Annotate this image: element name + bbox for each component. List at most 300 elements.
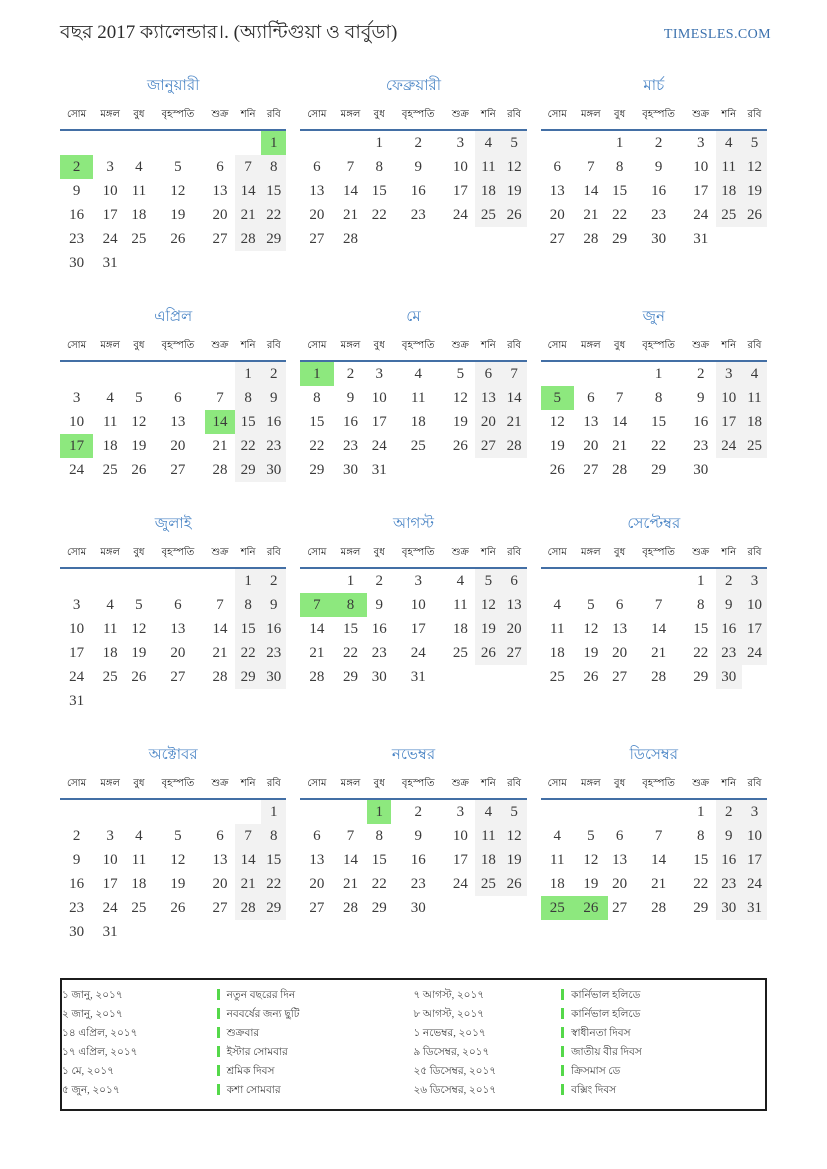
day-cell: 7 — [235, 824, 261, 848]
day-cell: 22 — [261, 872, 286, 896]
day-cell: 20 — [170, 437, 186, 454]
day-cell: 4 — [456, 572, 465, 589]
day-cell: 16 — [342, 413, 358, 430]
empty-cell — [334, 130, 368, 155]
week-row — [60, 179, 286, 203]
day-cell: 11 — [550, 620, 565, 637]
weekday-label: বুধ — [127, 107, 151, 130]
day-cell: 14 — [235, 179, 261, 203]
day-cell: 26 — [742, 203, 767, 227]
day-cell: 17 — [410, 620, 426, 637]
weekday-header-row — [541, 776, 767, 799]
day-cell: 24 — [102, 899, 118, 916]
weekday-label: সোম — [541, 545, 574, 568]
day-cell: 6 — [216, 158, 224, 175]
day-cell: 12 — [742, 155, 767, 179]
day-cell: 8 — [313, 389, 321, 406]
day-cell: 12 — [170, 851, 186, 868]
day-cell: 11 — [102, 413, 118, 430]
empty-cell — [631, 568, 685, 593]
empty-cell — [151, 568, 205, 593]
weekday-header-row — [60, 338, 286, 361]
day-cell: 8 — [235, 386, 261, 410]
day-cell: 27 — [549, 230, 565, 247]
day-cell: 2 — [414, 803, 422, 820]
day-cell: 17 — [452, 182, 468, 199]
day-cell: 18 — [452, 620, 468, 637]
week-row — [300, 410, 526, 434]
legend-date: ৭ আগস্ট, ২০১৭ — [413, 990, 485, 1001]
page-title: বছর 2017 ক্যালেন্ডার।. (অ্যান্টিগুয়া ও বার্বুডা) — [60, 22, 398, 43]
legend-date: ১ মে, ২০১৭ — [62, 1066, 115, 1077]
week-row — [541, 434, 767, 458]
week-row — [541, 410, 767, 434]
weekday-label: বুধ — [127, 338, 151, 361]
day-cell: 6 — [502, 568, 527, 593]
empty-cell — [475, 665, 501, 689]
empty-cell — [300, 568, 333, 593]
day-cell: 30 — [69, 923, 85, 940]
day-cell: 21 — [309, 644, 325, 661]
day-cell: 28 — [212, 461, 228, 478]
empty-cell — [742, 227, 767, 251]
empty-cell — [127, 361, 151, 386]
day-cell: 23 — [261, 641, 286, 665]
day-cell: 3 — [742, 799, 767, 824]
weekday-label: শুক্র — [445, 338, 475, 361]
day-cell: 26 — [131, 461, 147, 478]
day-cell: 5 — [475, 568, 501, 593]
weekday-header-row — [300, 545, 526, 568]
weekday-label: শনি — [716, 545, 742, 568]
day-cell: 19 — [131, 437, 147, 454]
week-row — [60, 227, 286, 251]
weekday-label: শনি — [475, 776, 501, 799]
holiday-marker-icon — [561, 1084, 564, 1095]
day-cell: 5 — [456, 365, 465, 382]
month-block — [60, 305, 286, 482]
day-cell: 6 — [587, 389, 595, 406]
day-cell: 14 — [651, 851, 667, 868]
weekday-label: রবি — [502, 338, 527, 361]
day-cell: 3 — [106, 827, 114, 844]
week-row — [300, 179, 526, 203]
weekday-label: বুধ — [127, 545, 151, 568]
day-cell: 16 — [716, 848, 742, 872]
weekday-header-row — [541, 545, 767, 568]
weekday-label: শুক্র — [686, 545, 716, 568]
day-cell: 14 — [212, 620, 228, 637]
day-cell: 25 — [742, 434, 767, 458]
empty-cell — [261, 689, 286, 713]
empty-cell — [475, 458, 501, 482]
weekday-label: রবি — [502, 776, 527, 799]
day-cell: 4 — [716, 130, 742, 155]
day-cell: 12 — [170, 182, 186, 199]
month-title: এপ্রিল — [154, 309, 193, 325]
day-cell: 9 — [716, 824, 742, 848]
weekday-header-row — [300, 107, 526, 130]
week-row — [300, 155, 526, 179]
weekday-header-row — [60, 545, 286, 568]
day-cell: 23 — [693, 437, 709, 454]
day-cell: 23 — [716, 641, 742, 665]
day-cell: 14 — [612, 413, 628, 430]
day-cell: 21 — [651, 644, 667, 661]
weekday-label: সোম — [541, 338, 574, 361]
day-cell: 8 — [235, 593, 261, 617]
week-row — [300, 872, 526, 896]
day-cell: 30 — [716, 665, 742, 689]
day-cell: 2 — [654, 134, 663, 151]
month-title: আগস্ট — [393, 516, 434, 532]
empty-cell — [93, 799, 127, 824]
day-cell: 1 — [346, 572, 355, 589]
day-cell: 25 — [102, 668, 118, 685]
legend-holiday-name: শ্রমিক দিবস — [217, 1063, 414, 1082]
day-cell: 31 — [742, 896, 767, 920]
day-cell: 1 — [261, 130, 286, 155]
weekday-label: মঙ্গল — [574, 776, 608, 799]
weekday-label: শনি — [475, 545, 501, 568]
day-cell: 31 — [371, 461, 387, 478]
day-cell: 22 — [612, 206, 628, 223]
day-cell: 20 — [475, 410, 501, 434]
holiday-marker-icon — [561, 1027, 564, 1038]
empty-cell — [93, 568, 127, 593]
day-cell: 24 — [69, 461, 85, 478]
day-cell: 13 — [612, 620, 628, 637]
day-cell: 3 — [456, 134, 465, 151]
day-cell: 16 — [69, 875, 85, 892]
day-cell: 8 — [334, 593, 368, 617]
day-cell: 6 — [313, 827, 321, 844]
empty-cell — [151, 251, 205, 275]
day-cell: 28 — [502, 434, 527, 458]
day-cell: 3 — [375, 365, 383, 382]
empty-cell — [151, 361, 205, 386]
day-cell: 12 — [549, 413, 565, 430]
week-row — [60, 410, 286, 434]
week-row — [300, 617, 526, 641]
day-cell: 13 — [170, 620, 186, 637]
empty-cell — [541, 568, 574, 593]
day-cell: 14 — [205, 410, 235, 434]
day-cell: 14 — [235, 848, 261, 872]
month-block — [541, 743, 767, 944]
legend-holiday-name: নববর্ষের জন্য ছুটি — [217, 1006, 414, 1025]
day-cell: 6 — [174, 596, 182, 613]
day-cell: 31 — [102, 254, 118, 271]
holiday-marker-icon — [217, 989, 220, 1000]
empty-cell — [93, 689, 127, 713]
day-cell: 5 — [541, 386, 574, 410]
day-cell: 7 — [654, 827, 663, 844]
day-cell: 4 — [475, 799, 501, 824]
day-cell: 21 — [235, 872, 261, 896]
weekday-label: শুক্র — [205, 776, 235, 799]
day-cell: 26 — [583, 668, 599, 685]
day-cell: 28 — [212, 668, 228, 685]
weekday-label: মঙ্গল — [334, 107, 368, 130]
week-row — [541, 130, 767, 155]
weekday-label: মঙ্গল — [334, 776, 368, 799]
weekday-label: শুক্র — [445, 107, 475, 130]
holiday-marker-icon — [217, 1065, 220, 1076]
day-cell: 25 — [131, 230, 147, 247]
day-cell: 23 — [371, 644, 387, 661]
day-cell: 12 — [452, 389, 468, 406]
day-cell: 21 — [212, 437, 228, 454]
weekday-label: রবি — [261, 776, 286, 799]
day-cell: 28 — [651, 899, 667, 916]
day-cell: 7 — [346, 827, 355, 844]
weekday-label: মঙ্গল — [93, 776, 127, 799]
weekday-label: বুধ — [608, 107, 632, 130]
day-cell: 7 — [654, 596, 663, 613]
weekday-header-row — [60, 776, 286, 799]
day-cell: 28 — [235, 896, 261, 920]
legend-holiday-name: কার্নিভাল হলিডে — [561, 1006, 765, 1025]
day-cell: 29 — [342, 668, 358, 685]
day-cell: 15 — [235, 617, 261, 641]
week-row — [60, 896, 286, 920]
day-cell: 9 — [414, 827, 422, 844]
day-cell: 7 — [300, 593, 333, 617]
day-cell: 18 — [549, 875, 565, 892]
weekday-label: রবি — [261, 545, 286, 568]
header-bar — [60, 18, 771, 50]
day-cell: 5 — [135, 389, 143, 406]
week-row — [541, 799, 767, 824]
legend-date: ৫ জুন, ২০১৭ — [62, 1085, 120, 1096]
day-cell: 1 — [375, 134, 383, 151]
day-cell: 10 — [693, 158, 709, 175]
month-title: মে — [406, 309, 421, 325]
empty-cell — [127, 568, 151, 593]
day-cell: 9 — [375, 596, 383, 613]
day-cell: 11 — [453, 596, 468, 613]
site-link[interactable]: TIMESLES.COM — [663, 27, 771, 42]
day-cell: 10 — [410, 596, 426, 613]
week-row — [60, 617, 286, 641]
day-cell: 27 — [502, 641, 527, 665]
weekday-label: বৃহস্পতি — [631, 107, 685, 130]
day-cell: 21 — [342, 206, 358, 223]
day-cell: 30 — [716, 896, 742, 920]
week-row — [541, 179, 767, 203]
legend-table — [62, 987, 765, 1101]
week-row — [60, 689, 286, 713]
calendar-table — [541, 107, 767, 251]
legend-box — [60, 978, 767, 1111]
day-cell: 2 — [346, 365, 355, 382]
day-cell: 31 — [693, 230, 709, 247]
day-cell: 3 — [716, 361, 742, 386]
day-cell: 19 — [549, 437, 565, 454]
empty-cell — [205, 361, 235, 386]
day-cell: 17 — [102, 875, 118, 892]
empty-cell — [475, 896, 501, 920]
empty-cell — [742, 458, 767, 482]
empty-cell — [574, 799, 608, 824]
week-row — [541, 824, 767, 848]
empty-cell — [300, 799, 333, 824]
legend-row — [62, 1006, 765, 1025]
month-title: জুলাই — [154, 516, 192, 532]
day-cell: 29 — [693, 668, 709, 685]
day-cell: 19 — [502, 848, 527, 872]
weekday-label: রবি — [742, 107, 767, 130]
weekday-label: শুক্র — [445, 545, 475, 568]
empty-cell — [205, 130, 235, 155]
month-title: ডিসেম্বর — [629, 747, 678, 763]
day-cell: 20 — [612, 644, 628, 661]
legend-holiday-name: ইস্টার সোমবার — [217, 1044, 414, 1063]
calendar-table — [300, 545, 526, 689]
day-cell: 15 — [261, 179, 286, 203]
day-cell: 8 — [615, 158, 624, 175]
day-cell: 11 — [411, 389, 426, 406]
day-cell: 26 — [170, 899, 186, 916]
weekday-label: সোম — [60, 545, 93, 568]
empty-cell — [391, 227, 445, 251]
weekday-label: সোম — [300, 338, 333, 361]
empty-cell — [541, 130, 574, 155]
day-cell: 16 — [693, 413, 709, 430]
weekday-label: মঙ্গল — [334, 545, 368, 568]
legend-row — [62, 987, 765, 1006]
day-cell: 17 — [693, 182, 709, 199]
day-cell: 17 — [452, 851, 468, 868]
empty-cell — [541, 799, 574, 824]
empty-cell — [445, 458, 475, 482]
day-cell: 23 — [651, 206, 667, 223]
day-cell: 8 — [261, 155, 286, 179]
day-cell: 26 — [452, 437, 468, 454]
empty-cell — [742, 665, 767, 689]
calendar-table — [300, 107, 526, 251]
day-cell: 27 — [309, 230, 325, 247]
empty-cell — [391, 458, 445, 482]
week-row — [60, 799, 286, 824]
empty-cell — [205, 799, 235, 824]
weekday-header-row — [541, 338, 767, 361]
empty-cell — [261, 251, 286, 275]
day-cell: 25 — [475, 872, 501, 896]
weekday-label: বুধ — [367, 776, 391, 799]
month-block — [300, 305, 526, 482]
day-cell: 2 — [60, 155, 93, 179]
day-cell: 27 — [309, 899, 325, 916]
day-cell: 30 — [693, 461, 709, 478]
day-cell: 8 — [696, 827, 705, 844]
weekday-label: শুক্র — [686, 338, 716, 361]
weekday-label: সোম — [300, 545, 333, 568]
week-row — [541, 361, 767, 386]
weekday-label: সোম — [300, 107, 333, 130]
day-cell: 10 — [742, 824, 767, 848]
day-cell: 15 — [651, 413, 667, 430]
empty-cell — [631, 799, 685, 824]
day-cell: 31 — [69, 692, 85, 709]
weekday-label: সোম — [60, 776, 93, 799]
empty-cell — [60, 130, 93, 155]
legend-row — [62, 1044, 765, 1063]
day-cell: 30 — [261, 458, 286, 482]
day-cell: 4 — [135, 827, 143, 844]
day-cell: 3 — [456, 803, 465, 820]
day-cell: 14 — [651, 620, 667, 637]
day-cell: 15 — [612, 182, 628, 199]
month-title: সেপ্টেম্বর — [627, 516, 681, 532]
empty-cell — [574, 130, 608, 155]
day-cell: 9 — [716, 593, 742, 617]
weekday-label: বৃহস্পতি — [631, 545, 685, 568]
month-block — [60, 512, 286, 713]
day-cell: 9 — [696, 389, 705, 406]
day-cell: 1 — [696, 572, 705, 589]
day-cell: 2 — [696, 365, 705, 382]
week-row — [541, 155, 767, 179]
weekday-label: শুক্র — [205, 338, 235, 361]
day-cell: 22 — [371, 206, 387, 223]
month-title: মার্চ — [643, 78, 665, 94]
day-cell: 27 — [170, 668, 186, 685]
day-cell: 1 — [235, 568, 261, 593]
day-cell: 23 — [410, 875, 426, 892]
empty-cell — [502, 227, 527, 251]
day-cell: 15 — [693, 851, 709, 868]
week-row — [300, 824, 526, 848]
holiday-marker-icon — [561, 1046, 564, 1057]
weekday-label: শনি — [475, 338, 501, 361]
week-row — [60, 872, 286, 896]
week-row — [300, 641, 526, 665]
calendar-table — [541, 338, 767, 482]
day-cell: 9 — [72, 182, 81, 199]
week-row — [60, 848, 286, 872]
day-cell: 15 — [235, 410, 261, 434]
day-cell: 23 — [716, 872, 742, 896]
weekday-label: বৃহস্পতি — [151, 545, 205, 568]
day-cell: 13 — [612, 851, 628, 868]
day-cell: 9 — [414, 158, 422, 175]
day-cell: 12 — [131, 620, 147, 637]
week-row — [60, 665, 286, 689]
weekday-label: বৃহস্পতি — [631, 338, 685, 361]
day-cell: 28 — [612, 461, 628, 478]
day-cell: 26 — [502, 203, 527, 227]
weekday-label: শনি — [235, 776, 261, 799]
day-cell: 30 — [410, 899, 426, 916]
day-cell: 23 — [69, 899, 85, 916]
day-cell: 28 — [651, 668, 667, 685]
month-block — [541, 305, 767, 482]
day-cell: 14 — [342, 851, 358, 868]
day-cell: 17 — [716, 410, 742, 434]
day-cell: 9 — [72, 851, 81, 868]
week-row — [300, 203, 526, 227]
day-cell: 23 — [410, 206, 426, 223]
day-cell: 15 — [342, 620, 358, 637]
month-title: নভেম্বর — [391, 747, 436, 763]
day-cell: 25 — [131, 899, 147, 916]
empty-cell — [475, 227, 501, 251]
day-cell: 10 — [371, 389, 387, 406]
day-cell: 11 — [716, 155, 742, 179]
day-cell: 3 — [742, 568, 767, 593]
